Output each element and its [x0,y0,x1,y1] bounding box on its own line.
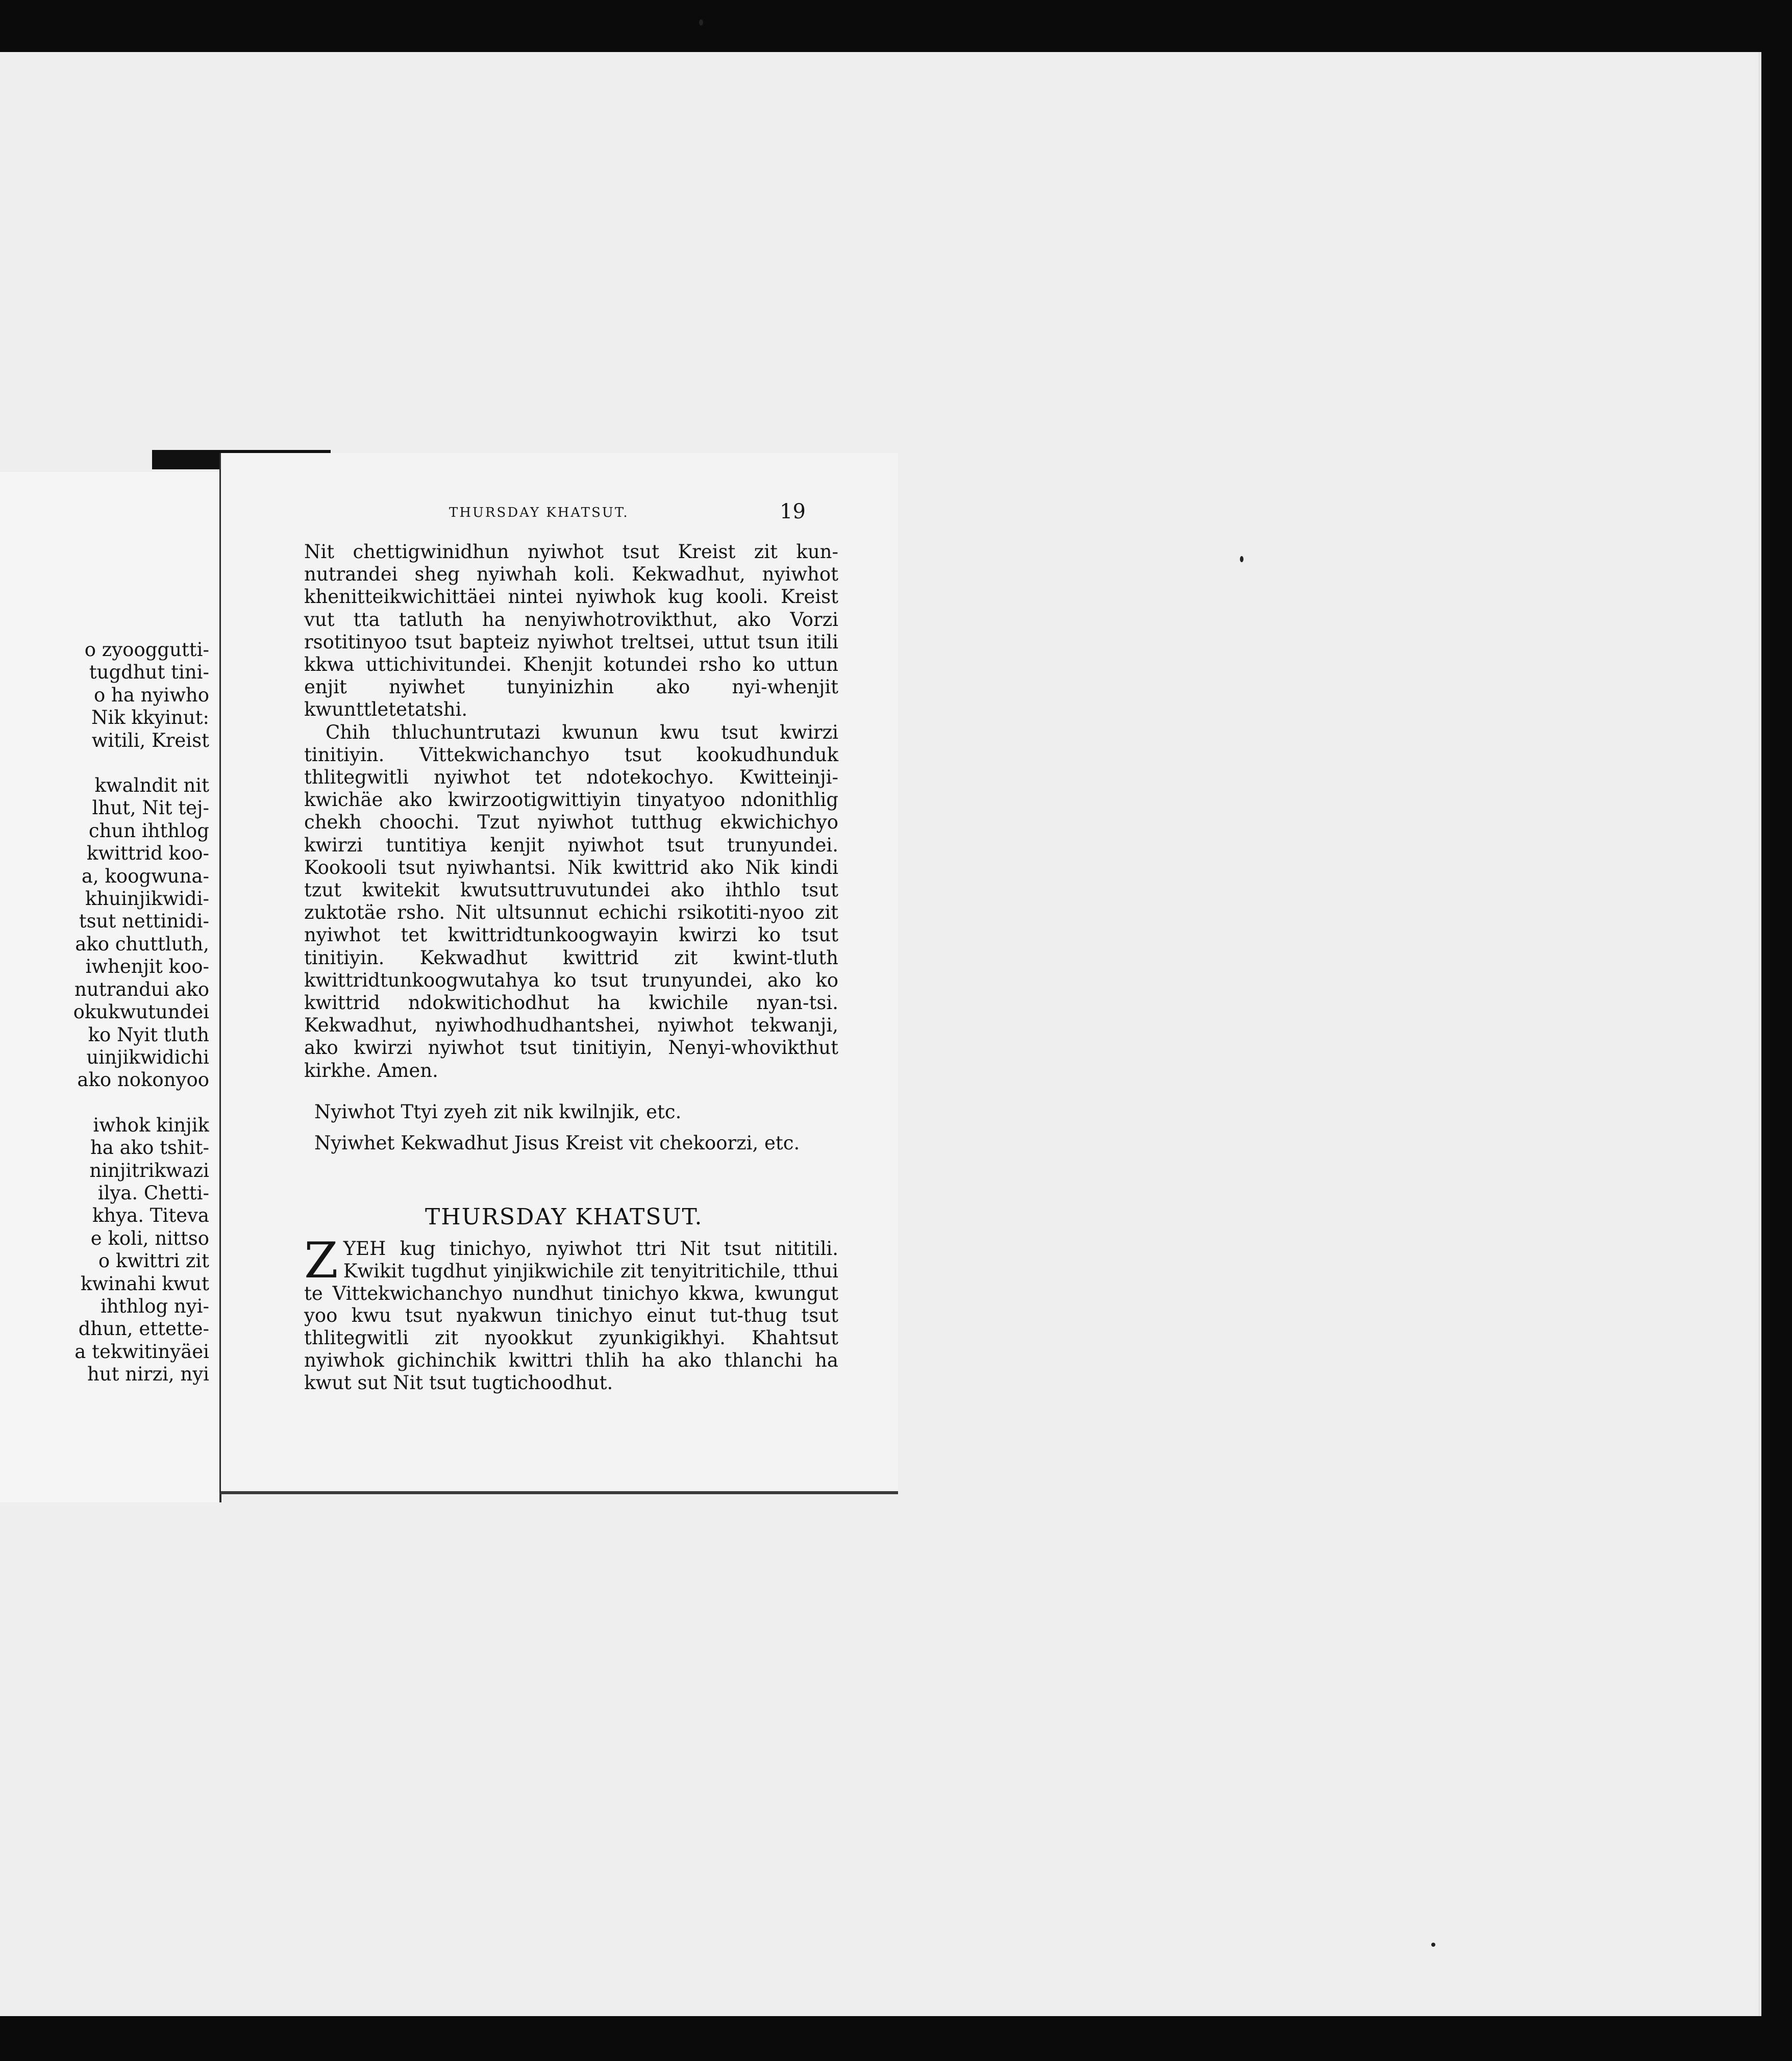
left-page-line [0,752,209,774]
left-page-line: okukwutundei [73,1001,209,1023]
left-page-line: a, koogwuna- [81,865,209,887]
left-page-line: witili, Kreist [91,729,209,751]
left-page-line: ako chuttluth, [75,933,209,955]
section-heading: THURSDAY KHATSUT. [425,1204,703,1230]
left-page-line: iwhok kinjik [93,1114,209,1136]
right-page [219,453,898,1494]
page-number: 19 [780,500,806,523]
verse-line-1: Nyiwhot Ttyi zyeh zit nik kwilnjik, etc. [314,1101,682,1123]
left-page-line: khya. Titeva [92,1204,209,1227]
left-page-line: ilya. Chetti- [97,1182,209,1204]
left-page-line: ihthlog nyi- [101,1295,209,1317]
left-page-line: tsut nettinidi- [79,910,209,933]
left-page-line: kwalndit nit [94,774,209,797]
left-page-line: Nik kkyinut: [91,707,209,729]
left-page-line: khuinjikwidi- [85,888,209,910]
paragraph-2: Chih thluchuntrutazi kwunun kwu tsut kwirzi tinitiyin. Vittekwichanchyo tsut kookudhunduk thlitegwitli nyiwhot tet ndotekochyo. Kwitteinji-kwichäe ako kwirzootigwittiyin tinyatyoo ndonithlig chekh choochi. Tzut nyiwhot tutthug ekwichichyo kwirzi tuntitiya kenjit nyiwhot tsut trunyundei. Kookooli tsut nyiwhantsi. Nik kwittrid ako Nik kindi tzut kwitekit kwutsuttruvutundei ako ihthlo tsut zuktotäe rsho. Nit ultsunnut echichi rsikotiti-nyoo zit nyiwhot tet kwittridtunkoogwayin kwirzi ko tsut tinitiyin. Kekwadhut kwittrid zit kwint-tluth kwittridtunkoogwutahya ko tsut trunyundei, ako ko kwittrid ndokwitichodhut ha kwichile nyan-tsi. Kekwadhut, nyiwhodhudhantshei, nyiwhot tekwanji, ako kwirzi nyiwhot tsut tinitiyin, Nenyi-whovikthut kirkhe. Amen. [304,721,838,1082]
left-page-line: iwhenjit koo- [85,956,209,978]
left-page-line: tugdhut tini- [89,661,209,684]
left-page-line: hut nirzi, nyi [87,1363,209,1386]
left-page-line: o ha nyiwho [93,684,209,706]
left-page-line: kwittrid koo- [86,842,209,865]
left-page-line: kwinahi kwut [80,1272,209,1295]
left-page-line: uinjikwidichi [86,1046,209,1068]
left-page-line [0,1092,209,1114]
left-page-line: e koli, nittso [90,1227,209,1249]
left-page-line: nutrandui ako [74,978,209,1000]
left-page-line: dhun, ettette- [78,1318,209,1340]
left-page-text [0,639,209,1386]
collect-paragraph [304,1232,838,1394]
dust-speck [1240,556,1243,562]
collect-text: YEH kug tinichyo, nyiwhot ttri Nit tsut nititili. Kwikit tugdhut yinjikwichile zit tenyitritichile, tthui te Vittekwichanchyo nundhut tinichyo kkwa, kwungut yoo kwu tsut nyakwun tinichyo einut tut-thug tsut thlitegwitli zit nyookkut zyunkigikhyi. Khahtsut nyiwhok gichinchik kwittri thlih ha ako thlanchi ha kwut sut Nit tsut tugtichoodhut. [304,1238,838,1394]
dust-speck [699,19,703,26]
prayer-text [304,541,838,1082]
drop-cap: Z [304,1232,338,1289]
running-head: THURSDAY KHATSUT. [449,505,629,520]
verse-line-2: Nyiwhet Kekwadhut Jisus Kreist vit chekoorzi, etc. [314,1132,800,1154]
left-page-line: ninjitrikwazi [89,1159,209,1182]
left-page-line: a tekwitinyäei [74,1340,209,1363]
left-page-line: chun ihthlog [88,819,209,842]
left-page-line: ha ako tshit- [90,1137,209,1159]
paragraph-1: Nit chettigwinidhun nyiwhot tsut Kreist zit kun-nutrandei sheg nyiwhah koli. Kekwadhut, nyiwhot khenitteikwichittäei nintei nyiwhok kug kooli. Kreist vut tta tatluth ha nenyiwhotrovikthut, ako Vorzi rsotitinyoo tsut bapteiz nyiwhot treltsei, uttut tsun itili kkwa uttichivitundei. Khenjit kotundei rsho ko uttun enjit nyiwhet tunyinizhin ako nyi-whenjit kwunttletetatshi. [304,541,838,721]
left-page-line: ako nokonyoo [77,1069,209,1091]
left-page-line: o kwittri zit [98,1250,209,1272]
left-page-line: ko Nyit tluth [88,1023,209,1046]
dust-speck [1431,1943,1435,1947]
left-page-line: lhut, Nit tej- [92,797,209,819]
left-page-line: o zyooggutti- [84,639,209,661]
